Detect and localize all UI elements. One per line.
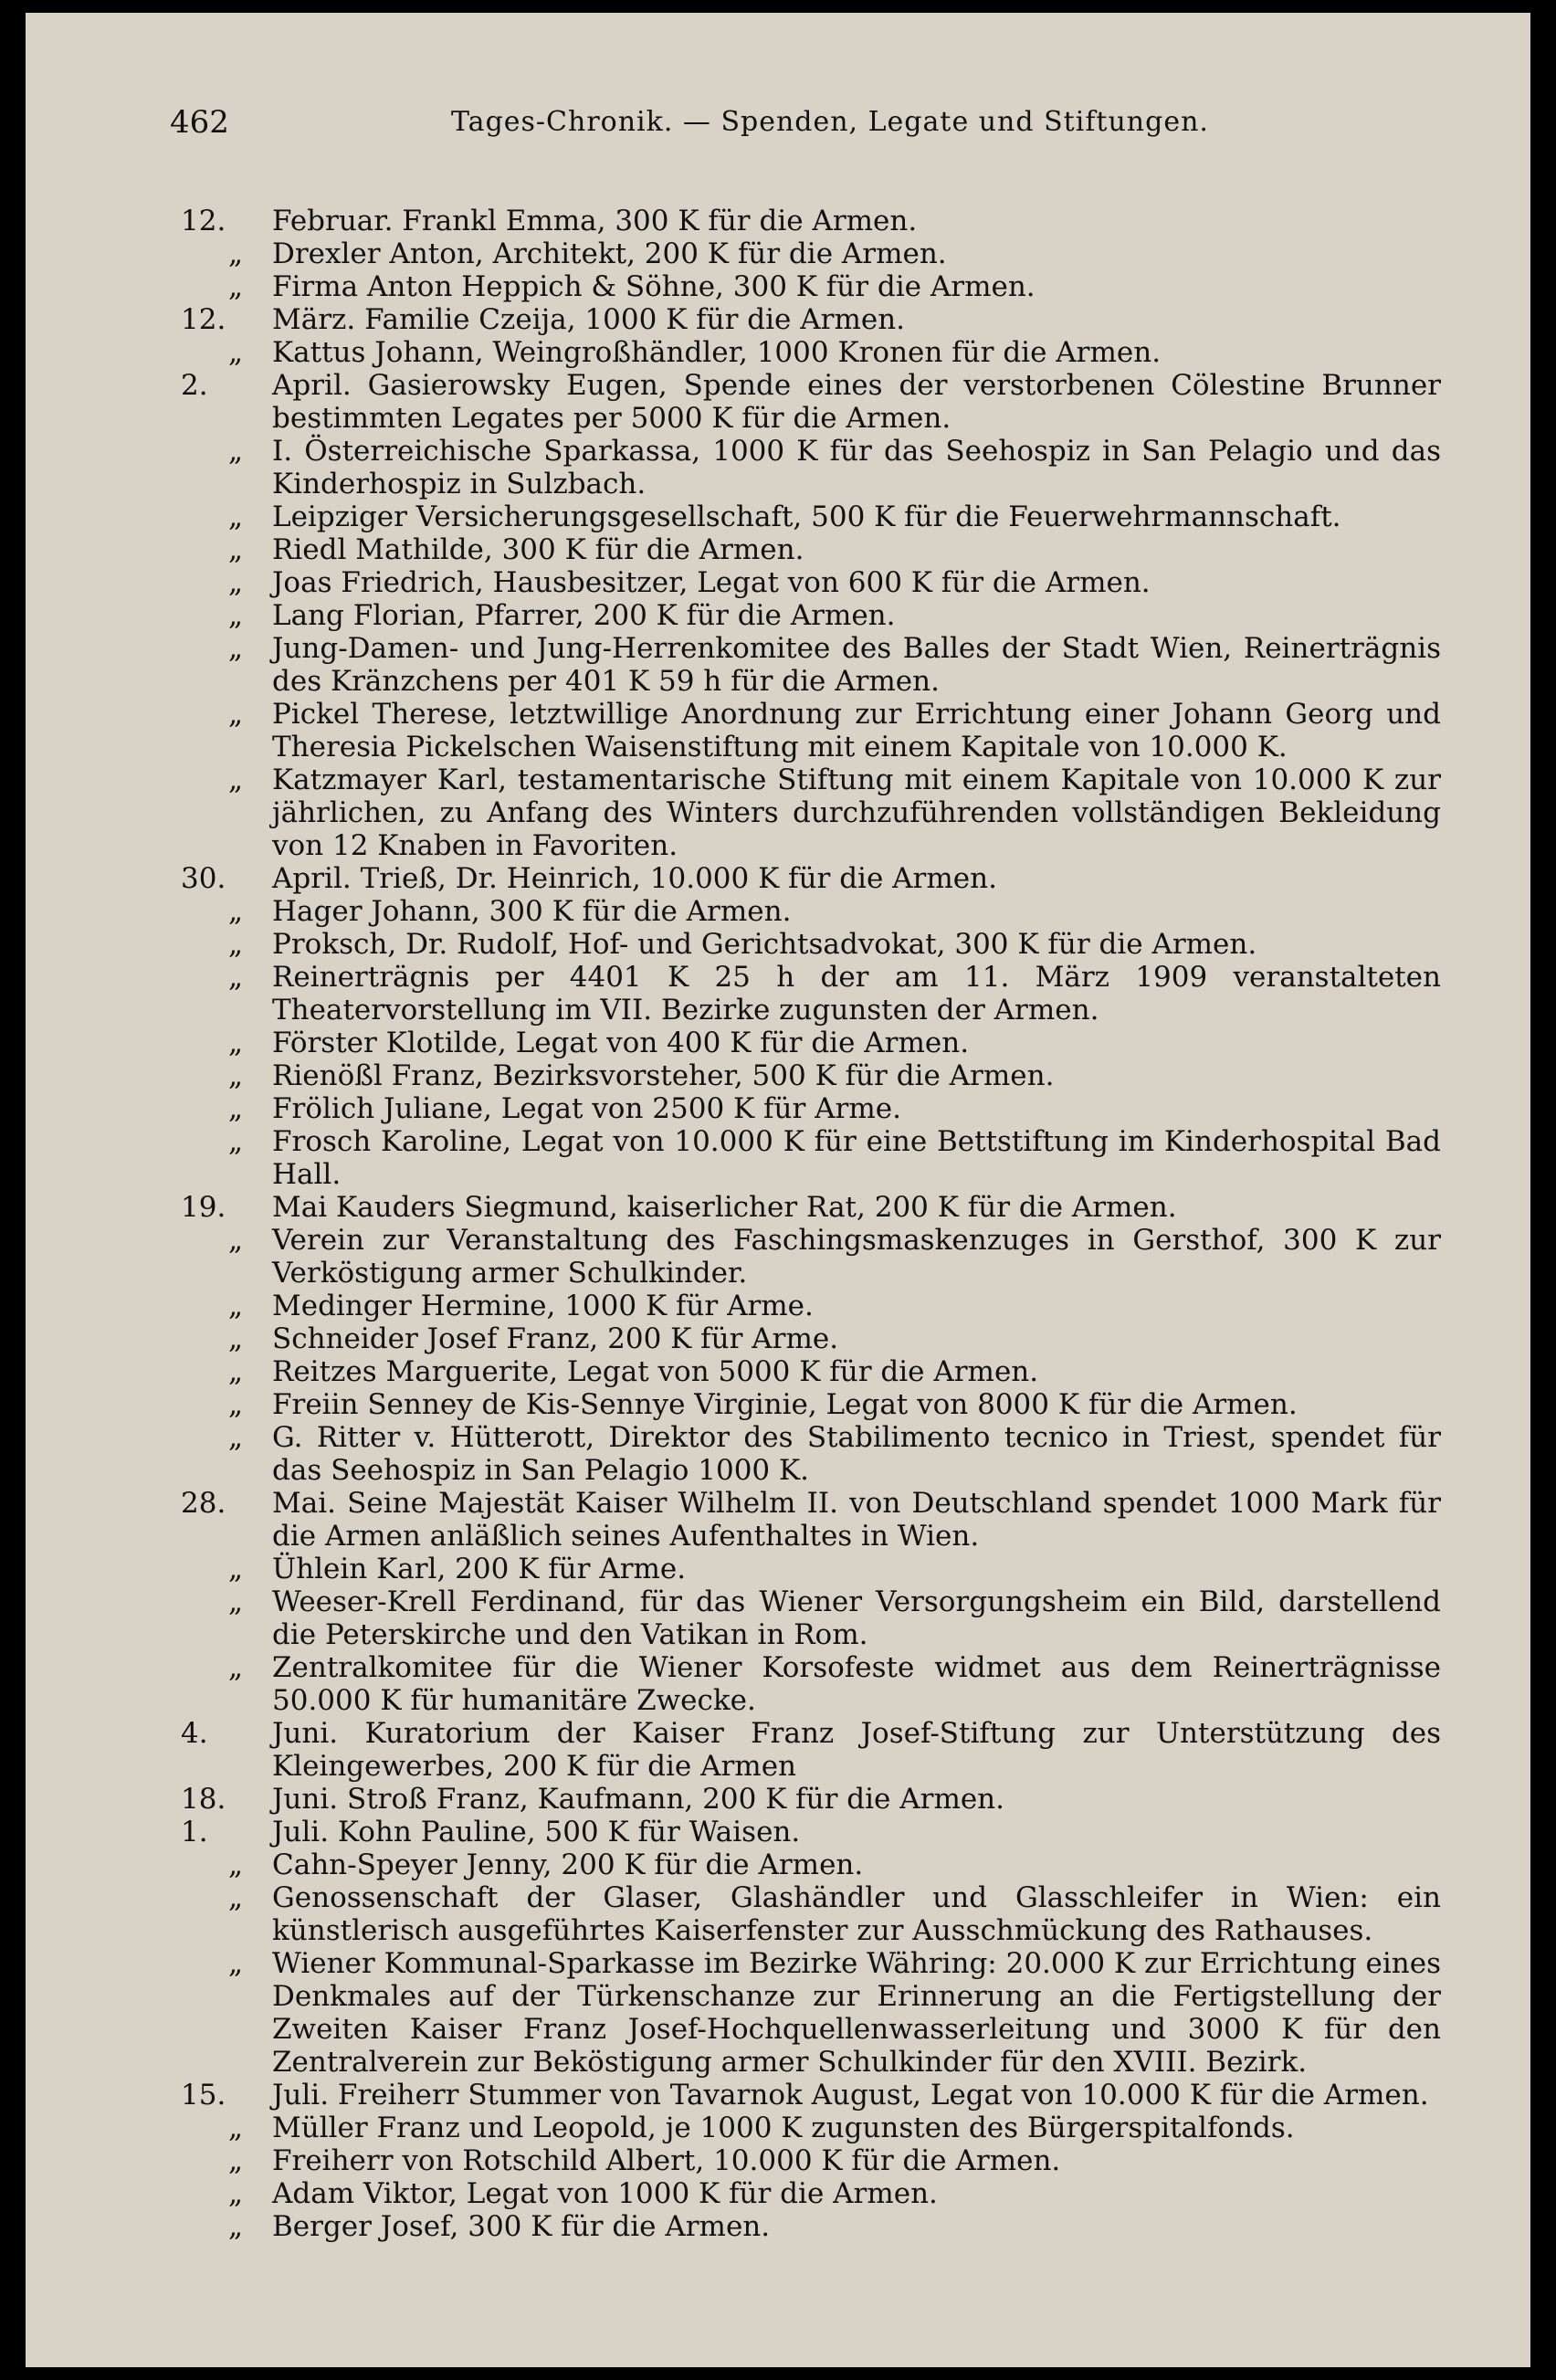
entry-text: Berger Josef, 300 K für die Armen. xyxy=(272,2210,771,2243)
ditto-mark: „ xyxy=(228,632,244,665)
ditto-mark: „ xyxy=(228,763,244,796)
entry-text: Jung-Damen- und Jung-Herrenkomitee des Balles der Stadt Wien, Reinerträgnis des Kränzchens per 401 K 59 h für die Armen. xyxy=(272,632,1441,698)
entry-text: Joas Friedrich, Hausbesitzer, Legat von 600 K für die Armen. xyxy=(272,566,1151,599)
donation-entry xyxy=(181,1224,1441,1290)
entry-text: Hager Johann, 300 K für die Armen. xyxy=(272,895,792,928)
donation-entry xyxy=(181,862,1441,895)
entry-text: Verein zur Veranstaltung des Faschingsmaskenzuges in Gersthof, 300 K zur Verköstigung armer Schulkinder. xyxy=(272,1224,1441,1290)
entry-text: Medinger Hermine, 1000 K für Arme. xyxy=(272,1290,814,1322)
entry-text: Pickel Therese, letztwillige Anordnung zur Errichtung einer Johann Georg und Theresia Pickelschen Waisenstiftung mit einem Kapitale von 10.000 K. xyxy=(272,698,1441,763)
ditto-mark: „ xyxy=(228,2144,244,2177)
donation-entry xyxy=(181,1191,1441,1224)
donation-entry xyxy=(181,2144,1441,2177)
page-number: 462 xyxy=(170,104,229,141)
donation-entry xyxy=(181,566,1441,599)
entry-text: Adam Viktor, Legat von 1000 K für die Armen. xyxy=(272,2177,938,2210)
entry-text: Juli. Kohn Pauline, 500 K für Waisen. xyxy=(272,1816,801,1848)
donation-entry xyxy=(181,2177,1441,2210)
ditto-mark: „ xyxy=(228,1421,244,1454)
entry-text: April. Trieß, Dr. Heinrich, 10.000 K für die Armen. xyxy=(272,862,997,895)
entry-text: Februar. Frankl Emma, 300 K für die Armen. xyxy=(272,205,918,237)
ditto-mark: „ xyxy=(228,895,244,928)
entry-text: Juni. Stroß Franz, Kaufmann, 200 K für die Armen. xyxy=(272,1783,1005,1816)
entry-date-day: 19. xyxy=(181,1191,226,1224)
entry-text: G. Ritter v. Hütterott, Direktor des Stabilimento tecnico in Triest, spendet für das Seehospiz in San Pelagio 1000 K. xyxy=(272,1421,1441,1487)
donation-entry xyxy=(181,1717,1441,1783)
donation-entry xyxy=(181,1783,1441,1816)
entry-text: Frölich Juliane, Legat von 2500 K für Arme. xyxy=(272,1092,901,1125)
ditto-mark: „ xyxy=(228,1322,244,1355)
donation-entry xyxy=(181,1290,1441,1322)
ditto-mark: „ xyxy=(228,1553,244,1585)
donation-entry xyxy=(181,2079,1441,2111)
donation-entry xyxy=(181,1421,1441,1487)
ditto-mark: „ xyxy=(228,1947,244,1980)
donation-entry xyxy=(181,369,1441,435)
ditto-mark: „ xyxy=(228,698,244,731)
entry-text: Schneider Josef Franz, 200 K für Arme. xyxy=(272,1322,839,1355)
donation-entry xyxy=(181,1651,1441,1717)
donation-entry xyxy=(181,1355,1441,1388)
donation-entry xyxy=(181,1388,1441,1421)
donation-entry xyxy=(181,1816,1441,1848)
ditto-mark: „ xyxy=(228,533,244,566)
entry-date-day: 30. xyxy=(181,862,226,895)
entry-text: Mai. Seine Majestät Kaiser Wilhelm II. von Deutschland spendet 1000 Mark für die Armen anläßlich seines Aufenthaltes in Wien. xyxy=(272,1487,1441,1553)
entry-text: Frosch Karoline, Legat von 10.000 K für eine Bettstiftung im Kinderhospital Bad Hall. xyxy=(272,1125,1441,1191)
entry-text: Leipziger Versicherungsgesellschaft, 500 K für die Feuerwehrmannschaft. xyxy=(272,500,1341,533)
ditto-mark: „ xyxy=(228,928,244,961)
donation-entry xyxy=(181,1027,1441,1059)
ditto-mark: „ xyxy=(228,599,244,632)
running-head: Tages-Chronik. — Spenden, Legate und Stiftungen. xyxy=(451,106,1209,138)
entry-date-day: 15. xyxy=(181,2079,226,2111)
donation-entry xyxy=(181,1947,1441,2079)
donation-entry xyxy=(181,632,1441,698)
ditto-mark: „ xyxy=(228,1125,244,1158)
entry-text: Ühlein Karl, 200 K für Arme. xyxy=(272,1553,687,1585)
ditto-mark: „ xyxy=(228,1881,244,1914)
entry-text: April. Gasierowsky Eugen, Spende eines der verstorbenen Cölestine Brunner bestimmten Legates per 5000 K für die Armen. xyxy=(272,369,1441,435)
donation-entry xyxy=(181,303,1441,336)
donation-entry xyxy=(181,763,1441,862)
entry-text: März. Familie Czeija, 1000 K für die Armen. xyxy=(272,303,906,336)
donation-entry xyxy=(181,1487,1441,1553)
entry-date-day: 2. xyxy=(181,369,208,402)
entry-date-day: 12. xyxy=(181,303,226,336)
entry-date-day: 18. xyxy=(181,1783,226,1816)
ditto-mark: „ xyxy=(228,237,244,270)
donation-entry xyxy=(181,1092,1441,1125)
donation-entry xyxy=(181,895,1441,928)
ditto-mark: „ xyxy=(228,566,244,599)
entry-text: Reinerträgnis per 4401 K 25 h der am 11. März 1909 veranstalteten Theatervorstellung im VII. Bezirke zugunsten der Armen. xyxy=(272,961,1441,1027)
donation-entry xyxy=(181,237,1441,270)
entry-date-day: 28. xyxy=(181,1487,226,1520)
entry-date-day: 12. xyxy=(181,205,226,237)
entry-text: Genossenschaft der Glaser, Glashändler und Glasschleifer in Wien: ein künstlerisch ausgeführtes Kaiserfenster zur Ausschmückung des Rathauses. xyxy=(272,1881,1441,1947)
entry-text: Proksch, Dr. Rudolf, Hof- und Gerichtsadvokat, 300 K für die Armen. xyxy=(272,928,1257,961)
entry-text: Juli. Freiherr Stummer von Tavarnok August, Legat von 10.000 K für die Armen. xyxy=(272,2079,1429,2111)
entry-text: Wiener Kommunal-Sparkasse im Bezirke Währing: 20.000 K zur Errichtung eines Denkmales auf der Türkenschanze zur Erinnerung an die Fertigstellung der Zweiten Kaiser Franz Josef-Hochquellenwasserleitung und 3000 K für den Zentralverein zur Beköstigung armer Schulkinder für den XVIII. Bezirk. xyxy=(272,1947,1441,2079)
entry-text: Freiherr von Rotschild Albert, 10.000 K für die Armen. xyxy=(272,2144,1061,2177)
ditto-mark: „ xyxy=(228,2111,244,2144)
donation-entry xyxy=(181,961,1441,1027)
entry-text: Weeser-Krell Ferdinand, für das Wiener Versorgungsheim ein Bild, darstellend die Peterskirche und den Vatikan in Rom. xyxy=(272,1585,1441,1651)
donation-entry xyxy=(181,2111,1441,2144)
page-header xyxy=(26,13,1530,141)
donation-entry xyxy=(181,1585,1441,1651)
donation-entry xyxy=(181,533,1441,566)
ditto-mark: „ xyxy=(228,1059,244,1092)
entry-text: Förster Klotilde, Legat von 400 K für die Armen. xyxy=(272,1027,970,1059)
donation-entry xyxy=(181,270,1441,303)
donation-entry xyxy=(181,1848,1441,1881)
entry-text: Rienößl Franz, Bezirksvorsteher, 500 K für die Armen. xyxy=(272,1059,1055,1092)
donation-entry xyxy=(181,1553,1441,1585)
donation-entry xyxy=(181,599,1441,632)
entry-text: Freiin Senney de Kis-Sennye Virginie, Legat von 8000 K für die Armen. xyxy=(272,1388,1298,1421)
entry-text: Cahn-Speyer Jenny, 200 K für die Armen. xyxy=(272,1848,864,1881)
entry-date-day: 1. xyxy=(181,1816,208,1848)
entry-text: I. Österreichische Sparkassa, 1000 K für das Seehospiz in San Pelagio und das Kinderhospiz in Sulzbach. xyxy=(272,435,1441,500)
donation-entry xyxy=(181,2210,1441,2243)
entry-text: Mai Kauders Siegmund, kaiserlicher Rat, 200 K für die Armen. xyxy=(272,1191,1177,1224)
donation-entry xyxy=(181,500,1441,533)
entry-text: Reitzes Marguerite, Legat von 5000 K für die Armen. xyxy=(272,1355,1039,1388)
entry-text: Katzmayer Karl, testamentarische Stiftung mit einem Kapitale von 10.000 K zur jährlichen, zu Anfang des Winters durchzuführenden vollständigen Bekleidung von 12 Knaben in Favoriten. xyxy=(272,763,1441,862)
donation-entry xyxy=(181,336,1441,369)
entry-text: Zentralkomitee für die Wiener Korsofeste widmet aus dem Reinerträgnisse 50.000 K für humanitäre Zwecke. xyxy=(272,1651,1441,1717)
donation-entry xyxy=(181,1125,1441,1191)
ditto-mark: „ xyxy=(228,1224,244,1257)
donation-list xyxy=(181,205,1441,2243)
ditto-mark: „ xyxy=(228,961,244,994)
ditto-mark: „ xyxy=(228,2177,244,2210)
ditto-mark: „ xyxy=(228,1585,244,1618)
entry-text: Riedl Mathilde, 300 K für die Armen. xyxy=(272,533,804,566)
entry-text: Müller Franz und Leopold, je 1000 K zugunsten des Bürgerspitalfonds. xyxy=(272,2111,1295,2144)
entry-text: Kattus Johann, Weingroßhändler, 1000 Kronen für die Armen. xyxy=(272,336,1162,369)
donation-entry xyxy=(181,928,1441,961)
ditto-mark: „ xyxy=(228,1290,244,1322)
donation-entry xyxy=(181,205,1441,237)
ditto-mark: „ xyxy=(228,1848,244,1881)
ditto-mark: „ xyxy=(228,500,244,533)
donation-entry xyxy=(181,1881,1441,1947)
donation-entry xyxy=(181,435,1441,500)
entry-text: Lang Florian, Pfarrer, 200 K für die Armen. xyxy=(272,599,896,632)
ditto-mark: „ xyxy=(228,1092,244,1125)
donation-entry xyxy=(181,698,1441,763)
donation-entry xyxy=(181,1059,1441,1092)
ditto-mark: „ xyxy=(228,2210,244,2243)
ditto-mark: „ xyxy=(228,435,244,468)
ditto-mark: „ xyxy=(228,336,244,369)
ditto-mark: „ xyxy=(228,1027,244,1059)
entry-text: Drexler Anton, Architekt, 200 K für die Armen. xyxy=(272,237,947,270)
ditto-mark: „ xyxy=(228,1355,244,1388)
entry-date-day: 4. xyxy=(181,1717,208,1750)
ditto-mark: „ xyxy=(228,1388,244,1421)
ditto-mark: „ xyxy=(228,1651,244,1684)
ditto-mark: „ xyxy=(228,270,244,303)
book-page xyxy=(26,13,1530,2367)
entry-text: Juni. Kuratorium der Kaiser Franz Josef-Stiftung zur Unterstützung des Kleingewerbes, 200 K für die Armen xyxy=(272,1717,1441,1783)
donation-entry xyxy=(181,1322,1441,1355)
entry-text: Firma Anton Heppich & Söhne, 300 K für die Armen. xyxy=(272,270,1036,303)
